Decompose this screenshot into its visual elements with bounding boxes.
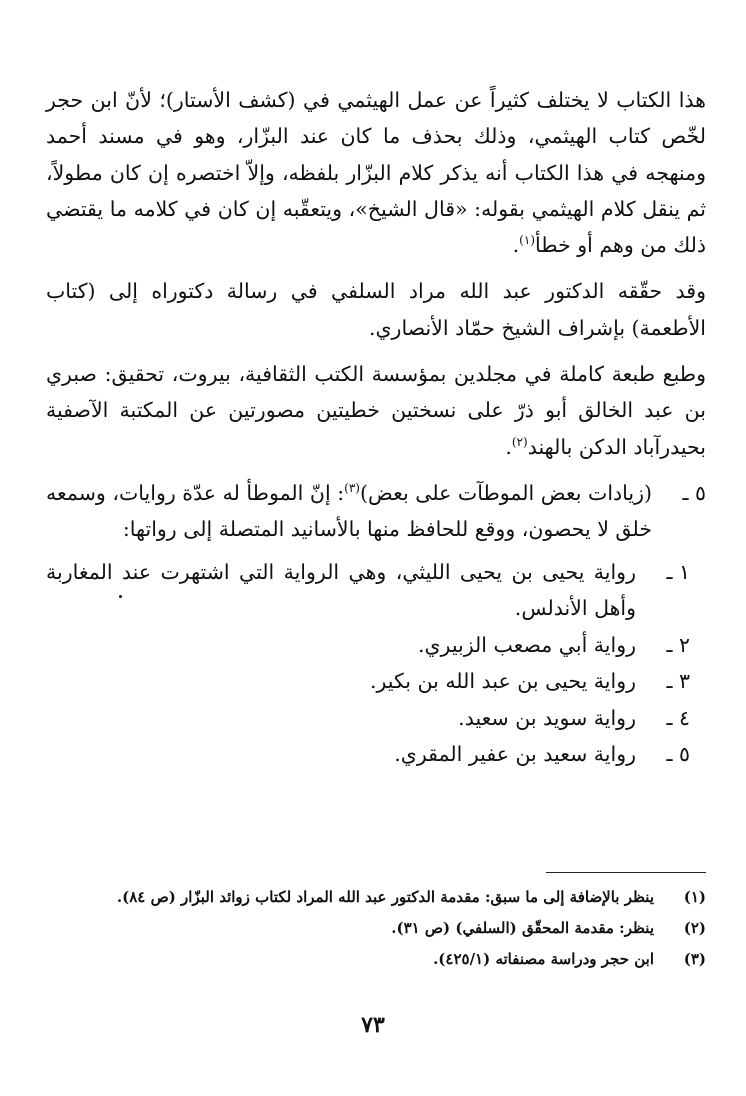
- narrations-list: [46, 554, 706, 773]
- footnotes: [46, 882, 706, 975]
- list-item: ٣ ـ رواية يحيى بن عبد الله بن بكير.: [369, 669, 690, 694]
- paragraph-3: وطبع طبعة كاملة في مجلدين بمؤسسة الكتب الثقافية، بيروت، تحقيق: صبري بن عبد الخالق أبو ذرّ على نسختين خطيتين مصورتين عن المكتبة الآصفية بحيدرآباد الدكن بالهند$^{(٢)}$.: [46, 362, 706, 459]
- list-item: ٥ ـ رواية سعيد بن عفير المقري.: [394, 742, 690, 767]
- footnote-divider: [546, 872, 706, 873]
- footnote-1: (١) ينظر بالإضافة إلى ما سبق: مقدمة الدكتور عبد الله المراد لكتاب زوائد البزّار (ص ٨٤).: [116, 888, 706, 906]
- footnote-ref-3[interactable]: (٣): [344, 481, 360, 496]
- section-item-number: ٥ ـ: [682, 480, 706, 505]
- paragraph-2: وقد حقّقه الدكتور عبد الله مراد السلفي في رسالة دكتوراه إلى (كتاب الأطعمة) بإشراف الشيخ حمّاد الأنصاري.: [46, 279, 706, 340]
- footnote-ref-1[interactable]: (١): [519, 233, 535, 248]
- main-text: [46, 82, 706, 773]
- stray-dot-mark: [119, 595, 122, 598]
- list-item: ٢ ـ رواية أبي مصعب الزبيري.: [417, 632, 690, 657]
- list-item: ١ ـ رواية يحيى بن يحيى الليثي، وهي الرواية التي اشتهرت عند المغاربة وأهل الأندلس.: [46, 559, 690, 621]
- list-item: ٤ ـ رواية سويد بن سعيد.: [458, 705, 690, 730]
- footnote-ref-2[interactable]: (٢): [511, 434, 528, 449]
- footnote-3: (٣) ابن حجر ودراسة مصنفاته (٤٢٥/١).: [433, 950, 706, 968]
- footnote-2: (٢) ينظر: مقدمة المحقّق (السلفي) (ص ٣١).: [391, 919, 706, 937]
- page-number: ٧٣: [361, 1012, 385, 1038]
- section-item-text: (زيادات بعض الموطآت على بعض)$^{(٣)}$: إنّ الموطأ له عدّة روايات، وسمعه خلق لا يحصون، ووقع للحافظ منها بالأسانيد المتصلة إلى رواتها:: [46, 480, 652, 542]
- section-item-5: [46, 475, 706, 548]
- paragraph-1: هذا الكتاب لا يختلف كثيراً عن عمل الهيثمي في (كشف الأستار)؛ لأنّ ابن حجر لخّص كتاب الهيثمي، وذلك بحذف ما كان عند البزّار، وهو في مسند أحمد ومنهجه في هذا الكتاب أنه يذكر كلام البزّار بلفظه، وإلاّ اختصره إن كان مطولاً، ثم ينقل كلام الهيثمي بقوله: «قال الشيخ»، ويتعقّبه إن كان في كلامه ما يقتضي ذلك من وهم أو خطأ$^{(١)}$.: [46, 88, 706, 258]
